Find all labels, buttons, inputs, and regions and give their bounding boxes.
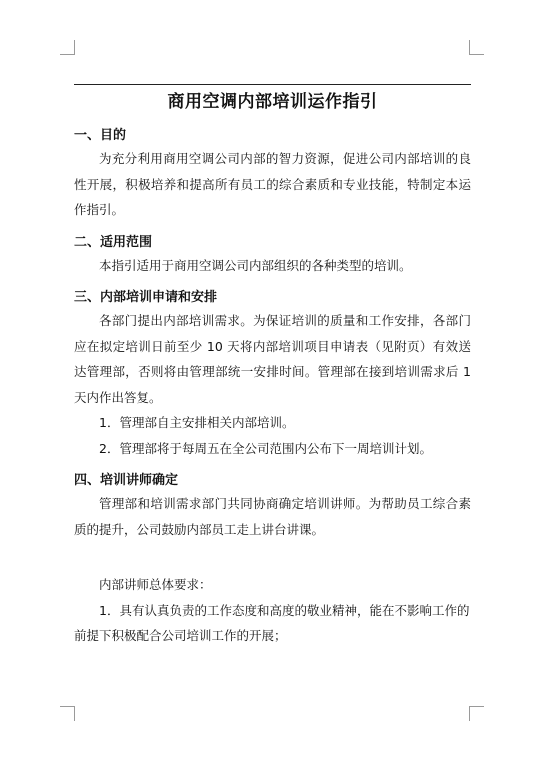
paragraph: 管理部和培训需求部门共同协商确定培训讲师。为帮助员工综合素质的提升，公司鼓励内部员工走上讲台讲课。 [74,496,471,537]
list-item: 2．管理部将于每周五在全公司范围内公布下一周培训计划。 [99,440,432,456]
header-rule [74,84,471,85]
document-title: 商用空调内部培训运作指引 [167,92,378,112]
crop-mark-top-right [469,40,484,55]
list-item: 1．具有认真负责的工作态度和高度的敬业精神，能在不影响工作的前提下积极配合公司培训工作的开展； [74,602,470,643]
section-heading: 四、培训讲师确定 [74,473,179,488]
crop-mark-bottom-right [469,706,484,721]
paragraph: 内部讲师总体要求： [99,577,212,592]
section-heading: 二、适用范围 [74,234,153,250]
section-heading: 一、目的 [74,128,127,143]
document-body [74,90,471,649]
paragraph: 本指引适用于商用空调公司内部组织的各种类型的培训。 [99,257,412,273]
list-item: 1．管理部自主安排相关内部培训。 [99,415,295,430]
paragraph: 各部门提出内部培训需求。为保证培训的质量和工作安排，各部门应在拟定培训日前至少 10 天将内部培训项目申请表（见附页）有效送达管理部，否则将由管理部统一安排时间。管理部在接到培训需求后 1 天内作出答复。 [74,313,471,405]
crop-mark-bottom-left [60,706,75,721]
crop-mark-top-left [60,40,75,55]
paragraph: 为充分利用商用空调公司内部的智力资源，促进公司内部培训的良性开展，积极培养和提高所有员工的综合素质和专业技能，特制定本运作指引。 [74,151,471,217]
section-heading: 三、内部培训申请和安排 [74,290,218,305]
